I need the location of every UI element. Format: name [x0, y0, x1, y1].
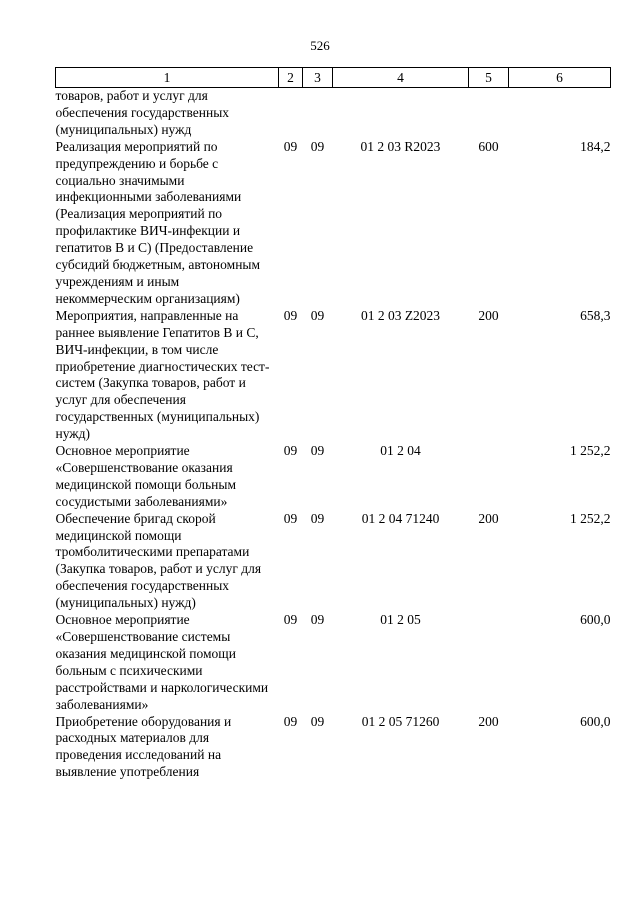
budget-table [55, 67, 611, 781]
row-target-article: 01 2 03 Z2023 [360, 307, 441, 323]
row-subsection: 09 [310, 138, 325, 154]
row-section: 09 [283, 307, 298, 323]
row-subsection [303, 88, 333, 139]
row-subsection: 09 [310, 307, 325, 323]
row-target-article: 01 2 03 R2023 [360, 138, 441, 154]
row-section: 09 [283, 510, 298, 526]
row-name: Реализация мероприятий по предупреждению и борьбе с социально значимыми инфекционными заболеваниями (Реализация мероприятий по профилактике ВИЧ-инфекции и гепатитов В и С) (Предоставление субсидий бюджетным, автономным учреждениям и иным некоммерческим организациям) [55, 138, 261, 306]
table-row [56, 714, 611, 782]
row-target-article: 01 2 04 71240 [361, 510, 440, 526]
row-name: Мероприятия, направленные на раннее выявление Гепатитов В и С, ВИЧ-инфекции, в том числе приобретение диагностических тест-систем (Закупка товаров, работ и услуг для обеспечения государственных (муниципальных) нужд) [55, 307, 270, 442]
row-section [279, 88, 303, 139]
row-expense-type [469, 88, 509, 139]
table-row [56, 511, 611, 612]
row-amount: 658,3 [580, 307, 611, 323]
row-name: товаров, работ и услуг для обеспечения государственных (муниципальных) нужд [55, 88, 230, 137]
row-expense-type: 200 [478, 307, 499, 323]
row-subsection: 09 [310, 443, 325, 459]
column-header-4: 4 [333, 68, 469, 88]
table-row [56, 612, 611, 713]
column-header-6: 6 [509, 68, 611, 88]
table-row [56, 139, 611, 308]
row-amount: 600,0 [580, 612, 611, 628]
column-header-5: 5 [469, 68, 509, 88]
row-expense-type: 200 [478, 510, 499, 526]
table-header-row [56, 68, 611, 88]
row-expense-type [469, 443, 509, 511]
row-amount: 1 252,2 [570, 510, 611, 526]
row-name: Обеспечение бригад скорой медицинской помощи тромболитическими препаратами (Закупка товаров, работ и услуг для обеспечения государственных (муниципальных) нужд) [55, 510, 262, 611]
row-name: Основное мероприятие «Совершенствование системы оказания медицинской помощи больным с психическими расстройствами и наркологическими заболеваниями» [55, 612, 269, 712]
row-amount: 1 252,2 [570, 443, 611, 459]
column-header-3: 3 [303, 68, 333, 88]
row-expense-type [469, 612, 509, 713]
row-amount: 600,0 [580, 713, 611, 729]
row-amount: 184,2 [580, 138, 611, 154]
row-expense-type: 600 [478, 138, 499, 154]
row-amount [509, 88, 611, 139]
column-header-1: 1 [56, 68, 279, 88]
row-target-article [333, 88, 469, 139]
table-row [56, 88, 611, 139]
row-target-article: 01 2 04 [380, 443, 421, 459]
row-target-article: 01 2 05 71260 [361, 713, 440, 729]
column-header-2: 2 [279, 68, 303, 88]
row-section: 09 [283, 612, 298, 628]
row-section: 09 [283, 138, 298, 154]
row-subsection: 09 [310, 612, 325, 628]
row-name: Приобретение оборудования и расходных материалов для проведения исследований на выявление употребления [55, 713, 232, 780]
row-section: 09 [283, 713, 298, 729]
row-target-article: 01 2 05 [380, 612, 421, 628]
row-subsection: 09 [310, 713, 325, 729]
table-row [56, 308, 611, 443]
page-number: 526 [310, 38, 330, 53]
row-expense-type: 200 [478, 713, 499, 729]
row-section: 09 [283, 443, 298, 459]
table-row [56, 443, 611, 511]
row-name: Основное мероприятие «Совершенствование оказания медицинской помощи больным сосудистыми заболеваниями» [55, 443, 237, 509]
row-subsection: 09 [310, 510, 325, 526]
